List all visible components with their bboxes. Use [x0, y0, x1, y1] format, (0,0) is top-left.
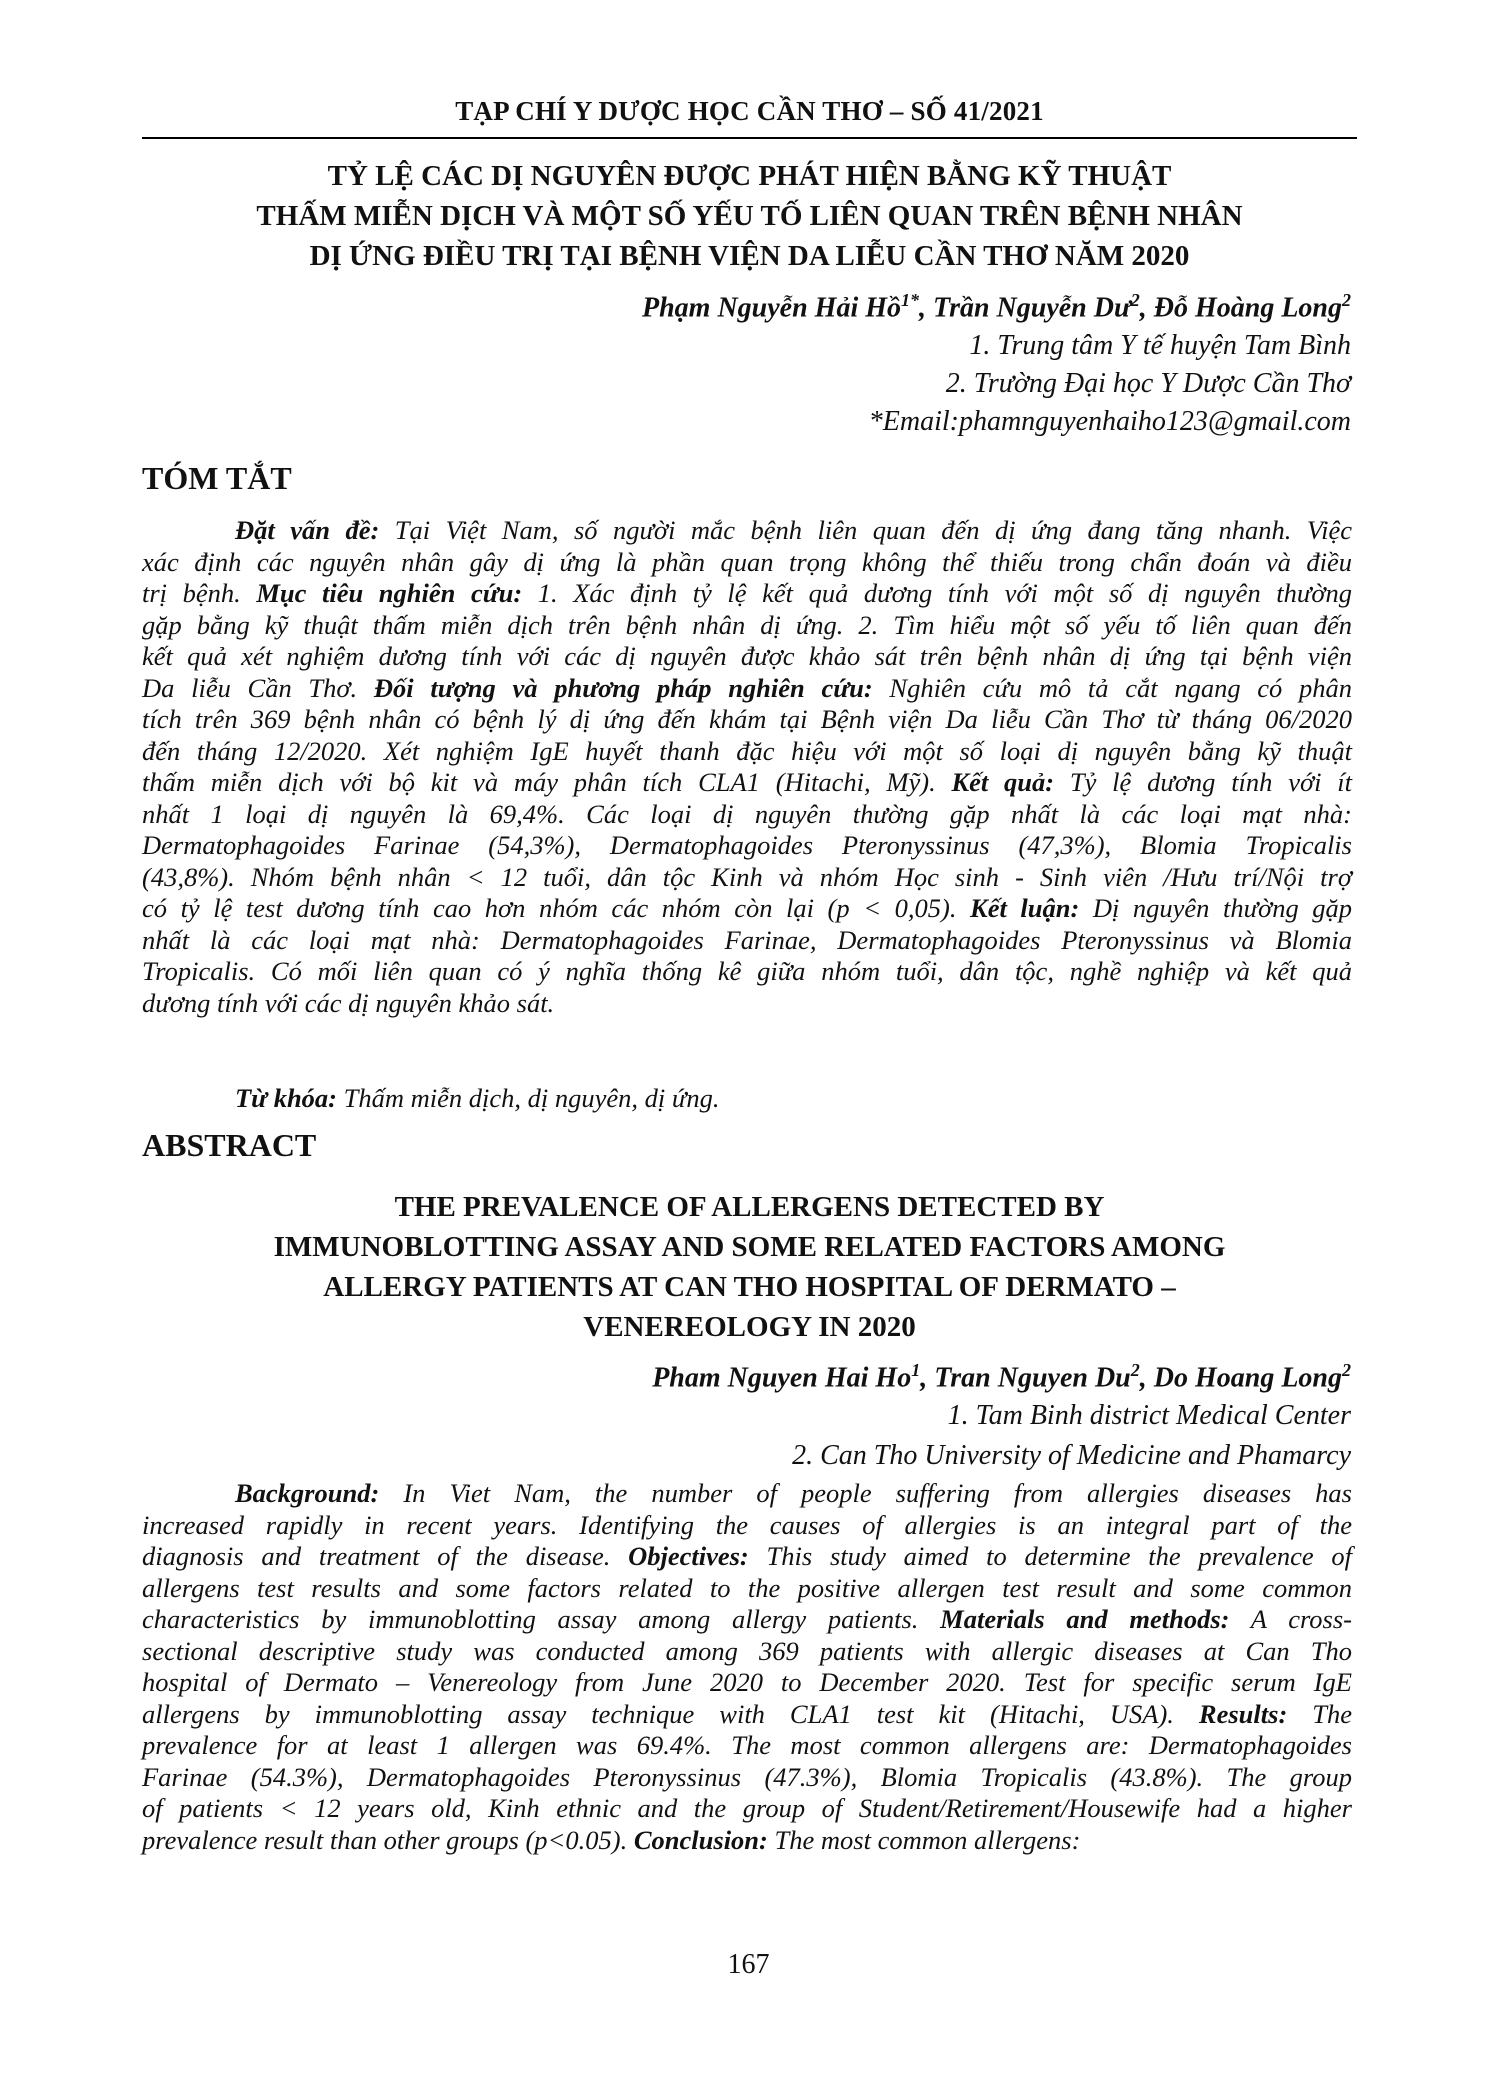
english-affiliation: 2. Can Tho University of Medicine and Phamarcy [792, 1440, 1351, 1471]
author-separator: , [1139, 1362, 1154, 1394]
abstract-line [142, 956, 1352, 988]
abstract-line [142, 1478, 1352, 1510]
abstract-text: In Viet Nam, the number of people suffering from allergies diseases has [379, 1478, 1352, 1508]
abstract-line [142, 988, 1352, 1020]
abstract-text: Tropicalis. Có mối liên quan có ý nghĩa thống kê giữa nhóm tuổi, dân tộc, nghề nghiệp và kết quả [142, 956, 1352, 986]
abstract-text: Nghiên cứu mô tả cắt ngang có phân [872, 672, 1353, 703]
abstract-line [142, 736, 1352, 768]
abstract-text: prevalence result than other groups (p<0.05). [142, 1824, 634, 1855]
abstract-section-label: Results: [1198, 1698, 1288, 1729]
keywords-label: Từ khóa: [235, 1083, 338, 1113]
abstract-line [142, 704, 1352, 736]
english-title-line: THE PREVALENCE OF ALLERGENS DETECTED BY [394, 1191, 1105, 1223]
abstract-text: The [1287, 1698, 1353, 1729]
abstract-line [142, 799, 1352, 831]
summary-heading: TÓM TẮT [142, 460, 292, 496]
abstract-text: tích trên 369 bệnh nhân có bệnh lý dị ứng đến khám tại Bệnh viện Da liễu Cần Thơ từ tháng 06/2020 [142, 704, 1352, 734]
abstract-line [142, 767, 1352, 799]
vietnamese-title-line: TỶ LỆ CÁC DỊ NGUYÊN ĐƯỢC PHÁT HIỆN BẰNG KỸ THUẬT [327, 160, 1172, 192]
abstract-line [142, 1636, 1352, 1668]
abstract-line [142, 830, 1352, 862]
abstract-text: allergens test results and some factors related to the positive allergen test result and some common [142, 1572, 1352, 1603]
english-title [142, 1187, 1357, 1347]
abstract-text: This study aimed to determine the prevalence of [748, 1541, 1352, 1571]
english-title-line: ALLERGY PATIENTS AT CAN THO HOSPITAL OF DERMATO – [323, 1271, 1176, 1303]
keywords-text: Thấm miễn dịch, dị nguyên, dị ứng. [337, 1083, 720, 1113]
abstract-text: kết quả xét nghiệm dương tính với các dị nguyên được khảo sát trên bệnh nhân dị ứng tại bệnh viện [142, 641, 1352, 671]
abstract-line [142, 1793, 1352, 1825]
abstract-line [142, 1573, 1352, 1605]
author-separator: , [920, 1362, 935, 1394]
abstract-section-label: Đặt vấn đề: [235, 515, 380, 545]
abstract-text: (43,8%). Nhóm bệnh nhân < 12 tuổi, dân tộc Kinh và nhóm Học sinh - Sinh viên /Hưu trí/Nội trợ [142, 861, 1352, 892]
abstract-section-label: Objectives: [628, 1541, 749, 1571]
abstract-line [142, 1825, 1352, 1857]
abstract-line [142, 1730, 1352, 1762]
vietnamese-abstract [142, 515, 1352, 1019]
english-abstract [142, 1478, 1352, 1856]
abstract-line [142, 1510, 1352, 1542]
abstract-text: nhất là các loại mạt nhà: Dermatophagoides Farinae, Dermatophagoides Pteronyssinus và Blomia [142, 924, 1352, 955]
abstract-text: of patients < 12 years old, Kinh ethnic and the group of Student/Retirement/Housewife had a higher [142, 1793, 1352, 1823]
english-title-line: VENEREOLOGY IN 2020 [583, 1311, 916, 1343]
abstract-line [142, 578, 1352, 610]
abstract-section-label: Kết luận: [970, 893, 1080, 923]
abstract-text: Dermatophagoides Farinae (54,3%), Dermatophagoides Pteronyssinus (47,3%), Blomia Tropicalis [142, 830, 1352, 860]
abstract-text: Da liễu Cần Thơ. [142, 672, 374, 703]
author-name: Trần Nguyễn Dư [933, 292, 1131, 324]
abstract-line [142, 515, 1352, 547]
abstract-section-label: Materials and methods: [940, 1604, 1230, 1634]
author-affiliation-mark: 2 [1342, 290, 1351, 310]
abstract-text: gặp bằng kỹ thuật thấm miễn dịch trên bệnh nhân dị ứng. 2. Tìm hiểu một số yếu tố liên quan đến [142, 609, 1352, 640]
abstract-section-label: Kết quả: [951, 767, 1055, 797]
vietnamese-authors [351, 290, 1351, 324]
abstract-line [142, 1699, 1352, 1731]
author-name: Do Hoang Long [1153, 1362, 1342, 1394]
abstract-section-label: Đối tượng và phương pháp nghiên cứu: [373, 672, 873, 703]
author-name: Tran Nguyen Du [934, 1362, 1131, 1394]
author-affiliation-mark: 2 [1130, 1360, 1140, 1380]
abstract-text: A cross- [1229, 1604, 1352, 1634]
vietnamese-title-line: DỊ ỨNG ĐIỀU TRỊ TẠI BỆNH VIỆN DA LIỄU CẦN THƠ NĂM 2020 [309, 240, 1190, 272]
abstract-section-label: Background: [235, 1478, 380, 1508]
vietnamese-affiliation: 1. Trung tâm Y tế huyện Tam Bình [969, 330, 1351, 361]
abstract-text: đến tháng 12/2020. Xét nghiệm IgE huyết thanh đặc hiệu với một số loại dị nguyên bằng kỹ thuật [142, 735, 1352, 766]
abstract-text: allergens by immunoblotting assay technique with CLA1 test kit (Hitachi, USA). [142, 1698, 1199, 1729]
page-number: 167 [727, 1949, 770, 1980]
abstract-text: xác định các nguyên nhân gây dị ứng là phần quan trọng không thể thiếu trong chẩn đoán và điều [142, 546, 1352, 577]
abstract-line [142, 862, 1352, 894]
vietnamese-affiliation: 2. Trường Đại học Y Dược Cần Thơ [945, 368, 1351, 399]
abstract-line [142, 925, 1352, 957]
author-name: Đỗ Hoàng Long [1153, 292, 1342, 324]
abstract-text: increased rapidly in recent years. Identifying the causes of allergies is an integral part of the [142, 1509, 1352, 1540]
abstract-line [142, 547, 1352, 579]
abstract-line [142, 641, 1352, 673]
abstract-line [142, 610, 1352, 642]
abstract-text: thấm miễn dịch với bộ kit và máy phân tích CLA1 (Hitachi, Mỹ). [142, 767, 952, 797]
english-authors [351, 1360, 1351, 1394]
author-separator: , [919, 292, 933, 324]
author-separator: , [1139, 292, 1154, 324]
author-affiliation-mark: 1 [911, 1360, 921, 1380]
abstract-line [142, 1762, 1352, 1794]
abstract-text: diagnosis and treatment of the disease. [142, 1541, 629, 1571]
abstract-text: prevalence for at least 1 allergen was 69.4%. The most common allergens are: Dermatophagoides [142, 1730, 1352, 1760]
abstract-text: dương tính với các dị nguyên khảo sát. [142, 987, 555, 1018]
abstract-text: 1. Xác định tỷ lệ kết quả dương tính với một số dị nguyên thường [522, 578, 1352, 608]
abstract-text: sectional descriptive study was conducted among 369 patients with allergic diseases at Can Tho [142, 1635, 1352, 1666]
contact-email: *Email:phamnguyenhaiho123@gmail.com [868, 406, 1351, 437]
abstract-text: Dị nguyên thường gặp [1079, 893, 1353, 923]
vietnamese-title [142, 156, 1357, 276]
abstract-text: characteristics by immunoblotting assay among allergy patients. [142, 1604, 941, 1634]
abstract-text: nhất 1 loại dị nguyên là 69,4%. Các loại dị nguyên thường gặp nhất là các loại mạt nhà: [142, 798, 1352, 829]
vietnamese-keywords [235, 1083, 1355, 1115]
author-affiliation-mark: 1* [901, 290, 919, 310]
author-name: Phạm Nguyễn Hải Hồ [641, 292, 901, 324]
english-affiliation: 1. Tam Binh district Medical Center [947, 1400, 1351, 1431]
abstract-line [142, 1667, 1352, 1699]
abstract-text: Tại Việt Nam, số người mắc bệnh liên quan đến dị ứng đang tăng nhanh. Việc [379, 515, 1352, 545]
abstract-text: The most common allergens: [767, 1824, 1081, 1855]
abstract-text: Farinae (54.3%), Dermatophagoides Pteronyssinus (47.3%), Blomia Tropicalis (43.8%). The group [142, 1761, 1352, 1792]
english-title-line: IMMUNOBLOTTING ASSAY AND SOME RELATED FACTORS AMONG [273, 1231, 1226, 1263]
abstract-line [142, 673, 1352, 705]
abstract-heading: ABSTRACT [142, 1127, 317, 1163]
abstract-text: Tỷ lệ dương tính với ít [1054, 767, 1352, 797]
journal-header: TẠP CHÍ Y DƯỢC HỌC CẦN THƠ – SỐ 41/2021 [455, 96, 1044, 126]
author-name: Pham Nguyen Hai Ho [652, 1362, 912, 1394]
abstract-text: trị bệnh. [142, 578, 257, 608]
abstract-line [142, 1604, 1352, 1636]
author-affiliation-mark: 2 [1342, 1360, 1351, 1380]
abstract-line [142, 893, 1352, 925]
abstract-line [142, 1541, 1352, 1573]
abstract-section-label: Mục tiêu nghiên cứu: [256, 578, 523, 608]
abstract-section-label: Conclusion: [633, 1824, 768, 1855]
header-rule [142, 137, 1357, 139]
abstract-text: hospital of Dermato – Venereology from June 2020 to December 2020. Test for specific serum IgE [142, 1667, 1352, 1697]
author-affiliation-mark: 2 [1130, 290, 1140, 310]
vietnamese-title-line: THẤM MIỄN DỊCH VÀ MỘT SỐ YẾU TỐ LIÊN QUAN TRÊN BỆNH NHÂN [256, 200, 1243, 232]
abstract-text: có tỷ lệ test dương tính cao hơn nhóm các nhóm còn lại (p < 0,05). [142, 893, 971, 923]
